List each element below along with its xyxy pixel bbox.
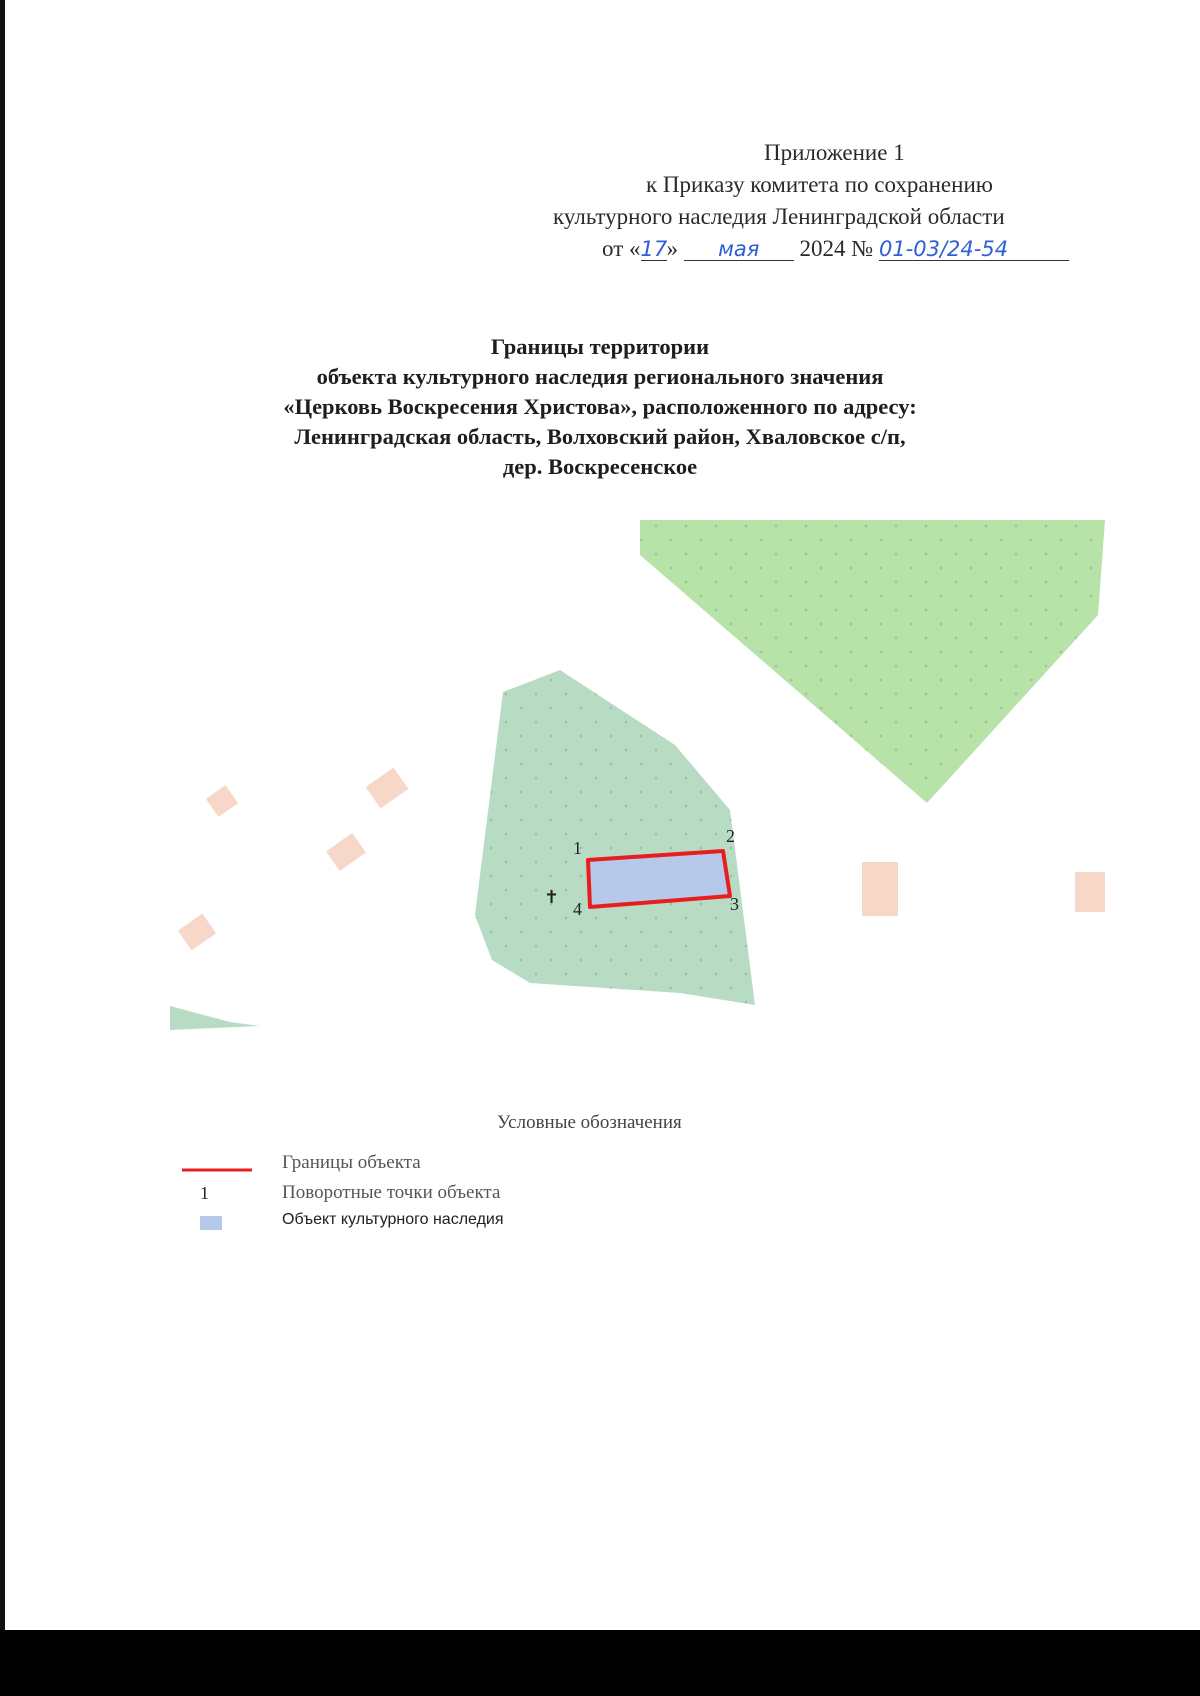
red-line-icon [180, 1150, 260, 1178]
building-1 [206, 785, 238, 817]
building-3 [326, 833, 366, 871]
church-cross-icon: ✝ [544, 887, 560, 908]
date-month: мая [684, 238, 794, 261]
point-label-2: 2 [726, 826, 735, 846]
point-number-icon: 1 [200, 1183, 209, 1203]
building-4 [178, 914, 216, 951]
legend-label-boundary: Границы объекта [282, 1152, 421, 1173]
building-2 [366, 768, 409, 809]
date-prefix: от « [602, 236, 641, 261]
territory-area-texture [475, 670, 755, 1005]
date-day: 17 [640, 237, 668, 261]
forest-area-northeast-texture [640, 520, 1102, 803]
title-line-3: «Церковь Воскресения Христова», расположенного по адресу: [283, 394, 917, 419]
scan-left-edge [0, 0, 5, 1696]
appendix-date-line [602, 236, 1069, 262]
building-5 [862, 862, 898, 916]
building-6 [1075, 872, 1105, 912]
title-line-1: Границы территории [490, 334, 710, 359]
date-mid: » [666, 236, 678, 261]
legend-title: Условные обозначения [497, 1112, 682, 1133]
title-line-2: объекта культурного наследия регионального значения [316, 364, 884, 389]
forest-area-southwest [170, 1006, 260, 1030]
legend-label-object: Объект культурного наследия [282, 1211, 504, 1228]
point-label-3: 3 [730, 894, 739, 914]
appendix-line-2: к Приказу комитета по сохранению [646, 172, 993, 197]
title-line-4: Ленинградская область, Волховский район, Хваловское с/п, [294, 424, 906, 449]
point-label-1: 1 [573, 838, 582, 858]
point-label-4: 4 [573, 899, 582, 919]
appendix-line-3: культурного наследия Ленинградской области [553, 204, 1005, 229]
blue-rect-icon [180, 1207, 260, 1235]
order-number: 01-03/24-54 [879, 238, 1069, 261]
site-map [170, 520, 1200, 1120]
legend-item-boundary [180, 1150, 880, 1178]
legend-item-points [180, 1180, 880, 1208]
title-line-5: дер. Воскресенское [502, 454, 698, 479]
legend-label-points: Поворотные точки объекта [282, 1182, 501, 1203]
number-prefix: № [851, 236, 874, 261]
date-year: 2024 [799, 236, 846, 261]
appendix-line-1: Приложение 1 [764, 140, 905, 165]
scan-bottom-band [0, 1630, 1200, 1696]
legend-item-object [180, 1207, 880, 1235]
document-title [150, 332, 1050, 482]
